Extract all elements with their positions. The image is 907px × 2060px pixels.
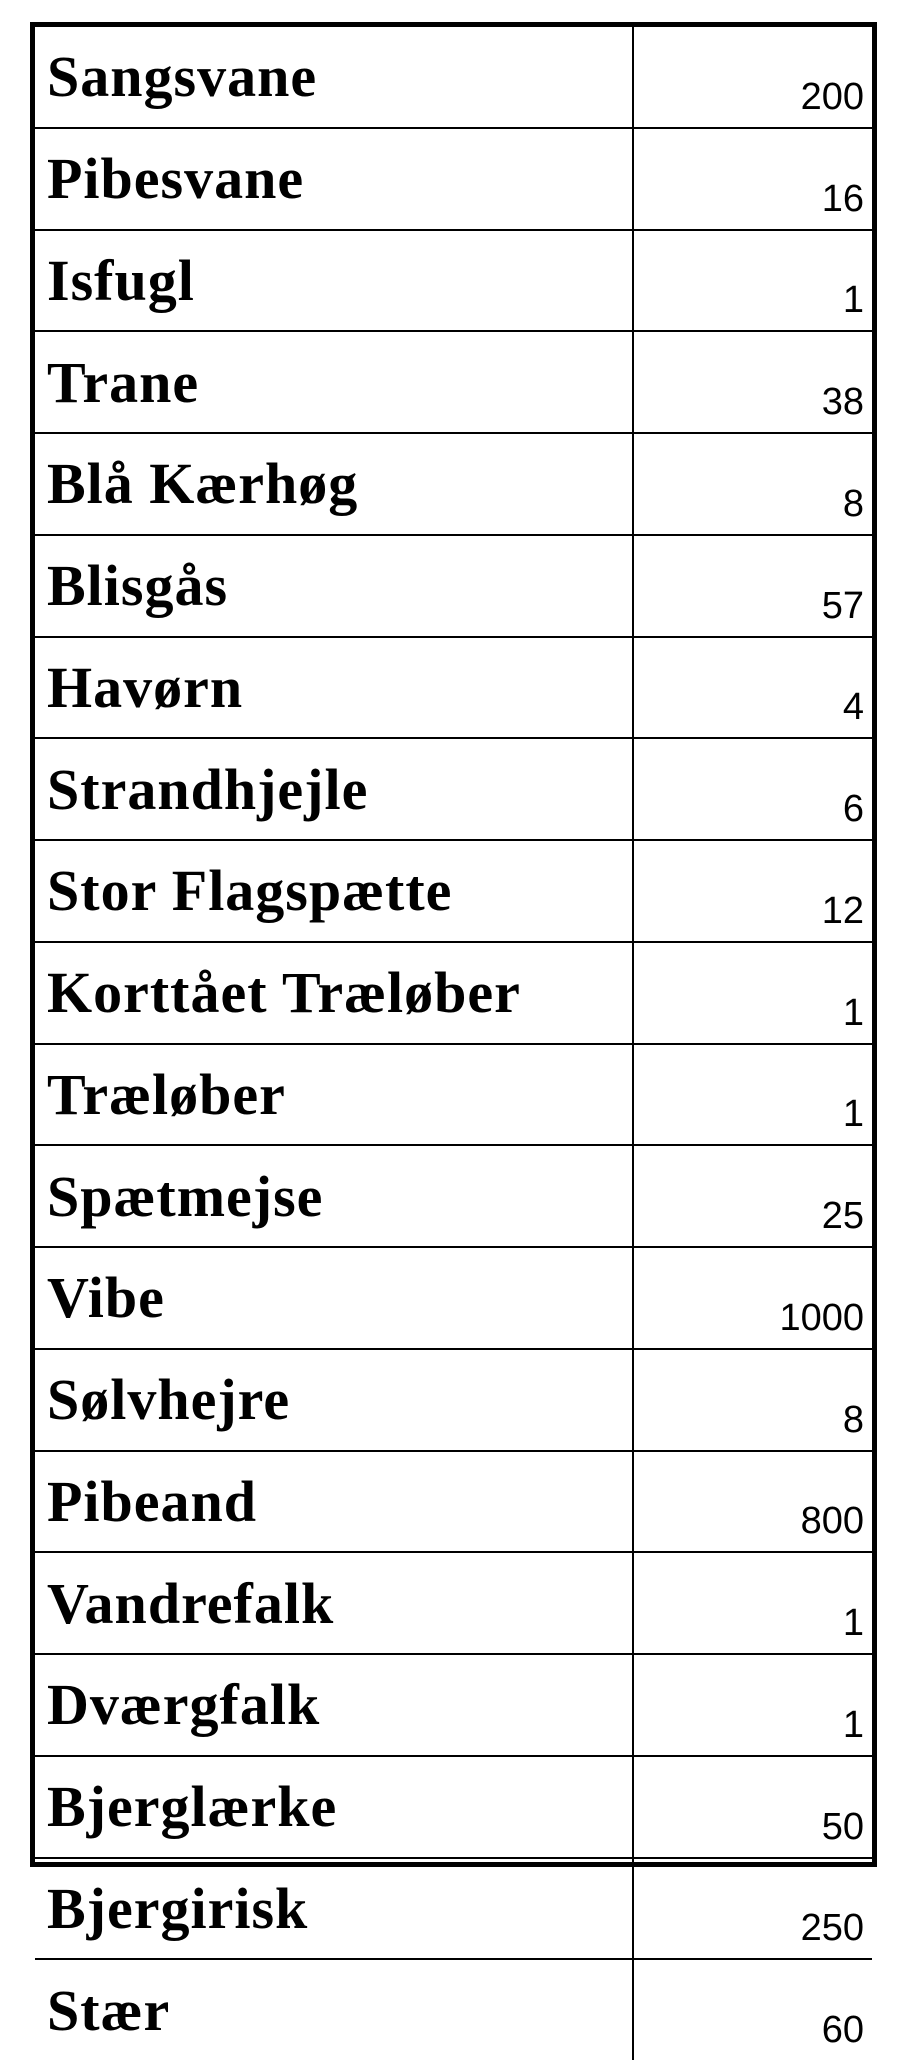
table-row [35,637,872,739]
table-row [35,230,872,332]
table-row [35,840,872,942]
table-body [35,27,872,2060]
table-row [35,1654,872,1756]
species-cell: Pibeand [35,1451,633,1553]
count-cell: 57 [633,535,872,637]
count-cell: 38 [633,331,872,433]
species-cell: Bjerglærke [35,1756,633,1858]
table-row [35,27,872,128]
species-cell: Spætmejse [35,1145,633,1247]
species-cell: Korttået Træløber [35,942,633,1044]
table-row [35,1756,872,1858]
species-cell: Træløber [35,1044,633,1146]
species-cell: Stær [35,1959,633,2060]
table-row [35,1247,872,1349]
table-row [35,1858,872,1960]
count-cell: 1 [633,230,872,332]
table-row [35,738,872,840]
species-cell: Blisgås [35,535,633,637]
species-cell: Trane [35,331,633,433]
count-cell: 25 [633,1145,872,1247]
table-row [35,1044,872,1146]
table-row [35,1451,872,1553]
table-row [35,128,872,230]
count-cell: 60 [821,2009,864,2051]
count-cell: 16 [633,128,872,230]
species-cell: Bjergirisk [35,1858,633,1960]
species-cell: Dværgfalk [35,1654,633,1756]
count-cell: 1 [633,1044,872,1146]
bird-count-sheet [30,22,877,2051]
species-cell: Sølvhejre [35,1349,633,1451]
species-cell: Vibe [35,1247,633,1349]
species-cell: Pibesvane [35,128,633,230]
count-cell: 250 [633,1858,872,1960]
table-row [35,1959,872,2060]
species-cell: Sangsvane [35,27,633,128]
count-cell: 6 [633,738,872,840]
table-row [35,433,872,535]
count-cell: 1000 [633,1247,872,1349]
species-cell: Isfugl [35,230,633,332]
species-cell: Havørn [35,637,633,739]
species-cell: Strandhjejle [35,738,633,840]
count-cell: 8 [633,1349,872,1451]
table-row [35,535,872,637]
count-cell: 800 [633,1451,872,1553]
table-row [35,1349,872,1451]
count-cell: 1 [633,1654,872,1756]
count-cell: 1 [633,942,872,1044]
table-row [35,942,872,1044]
count-cell: 12 [633,840,872,942]
table-row [35,1552,872,1654]
species-cell: Blå Kærhøg [35,433,633,535]
count-cell: 8 [633,433,872,535]
count-cell: 200 [633,27,872,128]
table-row [35,331,872,433]
species-cell: Vandrefalk [35,1552,633,1654]
table-row [35,1145,872,1247]
count-cell: 4 [633,637,872,739]
bird-count-table [35,27,872,2060]
species-cell: Stor Flagspætte [35,840,633,942]
count-cell: 1 [633,1552,872,1654]
count-cell: 50 [633,1756,872,1858]
